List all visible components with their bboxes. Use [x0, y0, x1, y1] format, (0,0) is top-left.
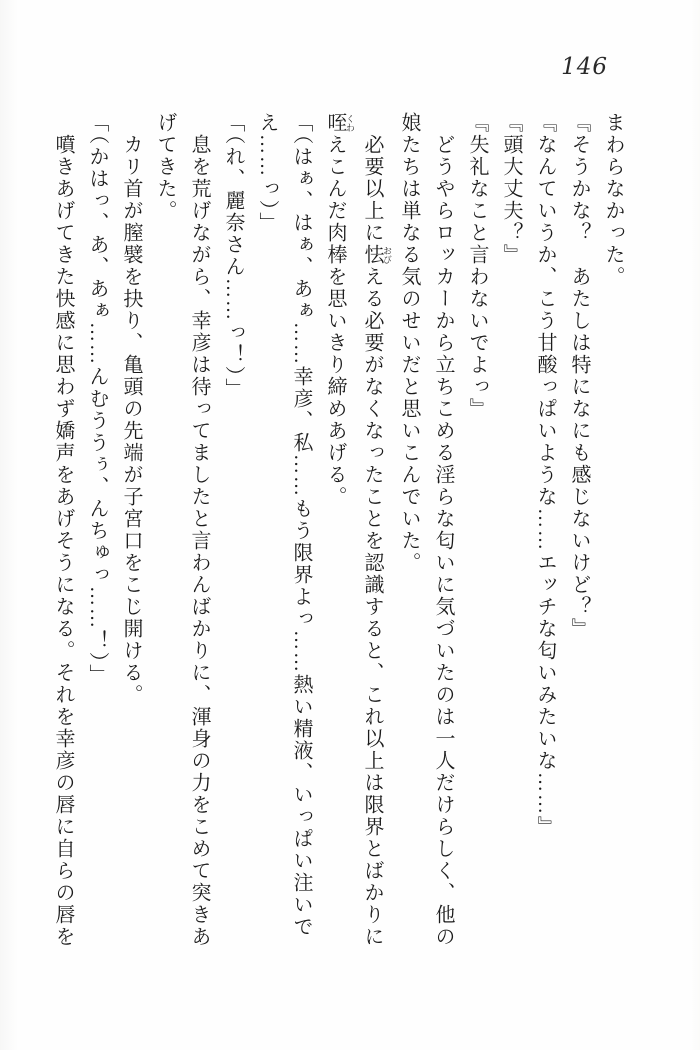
furigana-ruby: 怯 おび: [361, 244, 392, 266]
text-column: カリ首が膣襞を抉り、亀頭の先端が子宮口をこじ開ける。: [120, 112, 142, 706]
text-column: げてきた。: [154, 112, 176, 222]
text-column: 娘たちは単なる気のせいだと思いこんでいた。: [398, 112, 420, 574]
text-column: どうやらロッカーから立ちこめる淫らな匂いに気づいたのは一人だけらしく、他の: [432, 112, 454, 948]
text-column: 『なんていうか、こう甘酸っぱいような……エッチな匂いみたいな……』: [534, 112, 556, 838]
text-column: 『失礼なこと言わないでよっ』: [466, 112, 488, 420]
page-text: [46, 112, 630, 1032]
text-column: 噴きあげてきた快感に思わず嬌声をあげそうになる。それを幸彦の唇に自らの唇を: [52, 112, 74, 948]
text-column: 必要以上に怯 おびえる必要がなくなったことを認識すると、これ以上は限界とばかりに: [361, 112, 392, 948]
text-column: まわらなかった。: [602, 112, 624, 288]
page-number: 146: [561, 54, 608, 80]
text-column: 『頭大丈夫？』: [500, 112, 522, 266]
text-column: 『そうかな？ あたしは特になにも感じないけど？』: [568, 112, 590, 640]
text-column: え……っ）」: [256, 112, 278, 234]
text-column: 咥 くわえこんだ肉棒を思いきり締めあげる。: [324, 112, 355, 508]
text-column: 「（はぁ、はぁ、あぁ……幸彦、私……もう限界よっ……熱い精液、いっぱい注いで: [290, 112, 312, 938]
text-column: 息を荒げながら、幸彦は待ってましたと言わんばかりに、渾身の力をこめて突きあ: [188, 112, 210, 948]
furigana-ruby: 咥 くわ: [324, 112, 355, 134]
text-column: 「（かはっ、あ、あぁ……んむううぅ、んちゅっ……！）」: [86, 112, 108, 686]
text-column: 「（れ、麗奈さん……っ！）」: [222, 112, 244, 400]
